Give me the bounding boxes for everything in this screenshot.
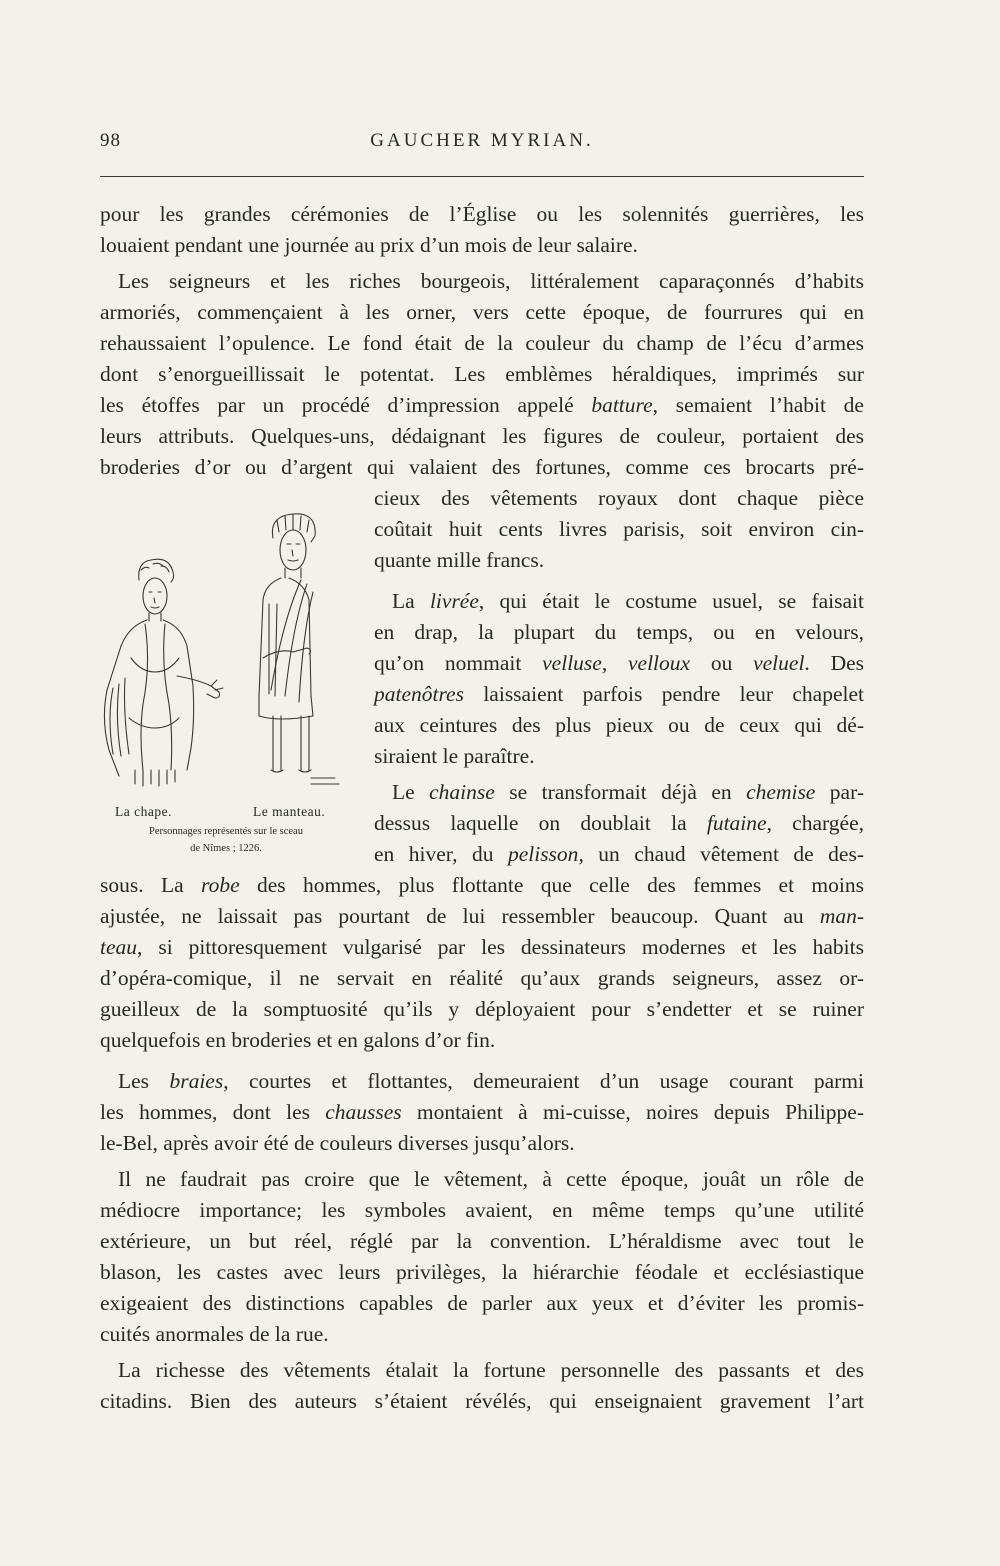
text-line: extérieure, un but réel, réglé par la convention. L’héraldisme avec tout le — [100, 1229, 864, 1253]
text-line: rehaussaient l’opulence. Le fond était de la couleur du champ de l’écu d’armes — [100, 331, 864, 355]
text-line: Il ne faudrait pas croire que le vêtement, à cette époque, jouât un rôle de — [118, 1167, 864, 1191]
text-line: blason, les castes avec leurs privilèges, la hiérarchie féodale et ecclésiastique — [100, 1260, 864, 1284]
header-rule — [100, 176, 864, 177]
page-number: 98 — [100, 130, 121, 151]
text-line: les hommes, dont les chausses montaient à mi-cuisse, noires depuis Philippe- — [100, 1100, 864, 1124]
text-line: en hiver, du pelisson, un chaud vêtement de des- — [374, 842, 864, 866]
text-line: le-Bel, après avoir été de couleurs diverses jusqu’alors. — [100, 1131, 575, 1155]
text-line: La richesse des vêtements étalait la fortune personnelle des passants et des — [118, 1358, 864, 1382]
illustration-figure — [95, 508, 357, 870]
running-title: GAUCHER MYRIAN. — [370, 130, 594, 151]
text-line: aux ceintures des plus pieux ou de ceux qui dé- — [374, 713, 864, 737]
text-line: dont s’enorgueillissait le potentat. Les emblèmes héraldiques, imprimés sur — [100, 362, 864, 386]
text-line: Le chainse se transformait déjà en chemise par- — [392, 780, 864, 804]
caption-line-1: Personnages représentés sur le sceau — [149, 826, 303, 837]
caption-left-label: La chape. — [115, 804, 172, 819]
text-line: en drap, la plupart du temps, ou en velours, — [374, 620, 864, 644]
text-line: les étoffes par un procédé d’impression appelé batture, semaient l’habit de — [100, 393, 864, 417]
figure-chape — [104, 559, 223, 786]
text-line: gueilleux de la somptuosité qu’ils y déployaient pour s’endetter et se ruiner — [100, 997, 864, 1021]
text-line: teau, si pittoresquement vulgarisé par les dessinateurs modernes et les habits — [100, 935, 864, 959]
text-line: dessus laquelle on doublait la futaine, chargée, — [374, 811, 864, 835]
text-line: cieux des vêtements royaux dont chaque pièce — [374, 486, 864, 510]
text-line: armoriés, commençaient à les orner, vers cette époque, de fourrures qui en — [100, 300, 864, 324]
text-line: cuités anormales de la rue. — [100, 1322, 329, 1346]
text-line: citadins. Bien des auteurs s’étaient révélés, qui enseignaient gravement l’art — [100, 1389, 864, 1413]
text-line: patenôtres laissaient parfois pendre leur chapelet — [374, 682, 864, 706]
text-line: broderies d’or ou d’argent qui valaient des fortunes, comme ces brocarts pré- — [100, 455, 864, 479]
figure-manteau — [259, 514, 339, 784]
text-line: ajustée, ne laissait pas pourtant de lui ressembler beaucoup. Quant au man- — [100, 904, 864, 928]
text-line: quelquefois en broderies et en galons d’or fin. — [100, 1028, 496, 1052]
text-line: siraient le paraître. — [374, 744, 535, 768]
text-line: louaient pendant une journée au prix d’un mois de leur salaire. — [100, 233, 638, 257]
figures-engraving — [95, 508, 357, 808]
caption-right-label: Le manteau. — [253, 804, 326, 819]
text-line: qu’on nommait velluse, velloux ou veluel. Des — [374, 651, 864, 675]
text-line: leurs attributs. Quelques-uns, dédaignant les figures de couleur, portaient des — [100, 424, 864, 448]
text-line: médiocre importance; les symboles avaient, en même temps qu’une utilité — [100, 1198, 864, 1222]
text-line: pour les grandes cérémonies de l’Église ou les solennités guerrières, les — [100, 202, 864, 226]
text-line: sous. La robe des hommes, plus flottante que celle des femmes et moins — [100, 873, 864, 897]
caption-line-2: de Nîmes ; 1226. — [190, 843, 262, 854]
page-header — [100, 130, 864, 160]
text-line: Les braies, courtes et flottantes, demeuraient d’un usage courant parmi — [118, 1069, 864, 1093]
text-line: Les seigneurs et les riches bourgeois, littéralement caparaçonnés d’habits — [118, 269, 864, 293]
text-line: coûtait huit cents livres parisis, soit environ cin- — [374, 517, 864, 541]
text-line: quante mille francs. — [374, 548, 545, 572]
text-line: d’opéra-comique, il ne servait en réalité qu’aux grands seigneurs, assez or- — [100, 966, 864, 990]
text-line: La livrée, qui était le costume usuel, se faisait — [392, 589, 864, 613]
text-line: exigeaient des distinctions capables de parler aux yeux et d’éviter les promis- — [100, 1291, 864, 1315]
